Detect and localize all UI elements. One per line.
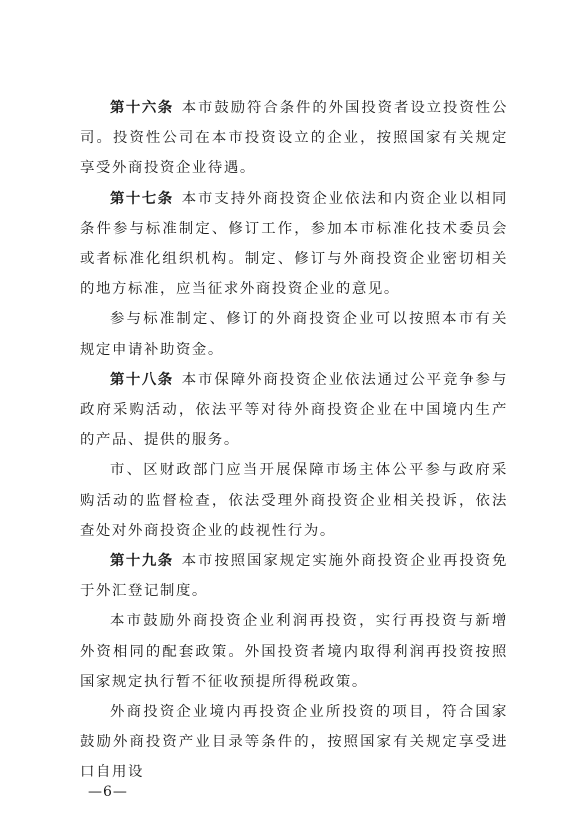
article-heading: 第十九条 — [110, 553, 174, 570]
paragraph-article-19-clause-3 — [80, 697, 508, 788]
article-heading: 第十七条 — [110, 190, 174, 207]
paragraph-text: 本市鼓励外商投资企业利润再投资，实行再投资与新增外资相同的配套政策。外国投资者境内取得利润再投资按照国家规定执行暂不征收预提所得税政策。 — [80, 613, 508, 690]
paragraph-text: 参与标准制定、修订的外商投资企业可以按照本市有关规定申请补助资金。 — [80, 311, 508, 358]
document-body — [80, 93, 508, 788]
paragraph-article-19 — [80, 546, 508, 606]
paragraph-text: 本市鼓励符合条件的外国投资者设立投资性公司。投资性公司在本市投资设立的企业，按照国家有关规定享受外商投资企业待遇。 — [80, 100, 508, 177]
paragraph-text: 外商投资企业境内再投资企业所投资的项目，符合国家鼓励外商投资产业目录等条件的，按照国家有关规定享受进口自用设 — [80, 704, 508, 781]
paragraph-article-17 — [80, 184, 508, 305]
page-number: —6— — [88, 784, 128, 800]
article-heading: 第十八条 — [110, 371, 174, 388]
article-heading: 第十六条 — [110, 100, 174, 116]
paragraph-text: 本市保障外商投资企业依法通过公平竞争参与政府采购活动，依法平等对待外商投资企业在中国境内生产的产品、提供的服务。 — [80, 371, 508, 449]
paragraph-article-19-clause-2 — [80, 606, 508, 697]
paragraph-article-16 — [80, 93, 508, 184]
paragraph-article-18 — [80, 365, 508, 456]
paragraph-article-17-clause-2 — [80, 304, 508, 364]
paragraph-text: 市、区财政部门应当开展保障市场主体公平参与政府采购活动的监督检查，依法受理外商投资企业相关投诉，依法查处对外商投资企业的歧视性行为。 — [80, 462, 508, 539]
paragraph-text: 本市支持外商投资企业依法和内资企业以相同条件参与标准制定、修订工作，参加本市标准化技术委员会或者标准化组织机构。制定、修订与外商投资企业密切相关的地方标准，应当征求外商投资企业的意见。 — [80, 190, 508, 298]
paragraph-article-18-clause-2 — [80, 455, 508, 546]
paragraph-text: 本市按照国家规定实施外商投资企业再投资免于外汇登记制度。 — [80, 553, 508, 600]
